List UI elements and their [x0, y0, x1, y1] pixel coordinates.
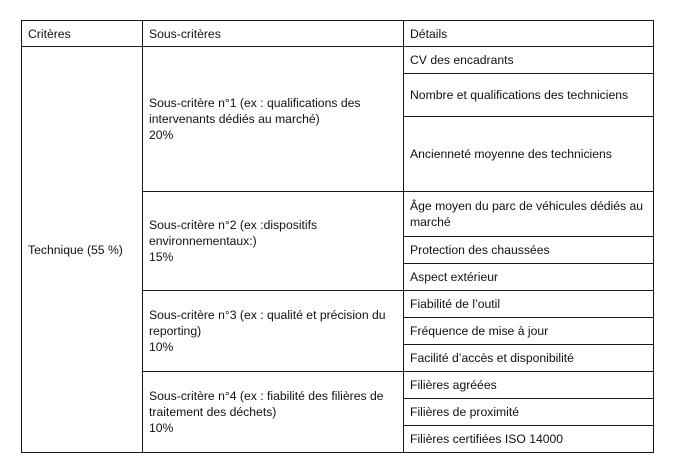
detail-cell: Ancienneté moyenne des techniciens	[404, 117, 654, 192]
detail-cell: Âge moyen du parc de véhicules dédiés au marché	[404, 192, 654, 237]
detail-cell: Fiabilité de l’outil	[404, 291, 654, 318]
header-criteres: Critères	[22, 21, 143, 47]
detail-cell: Facilité d’accès et disponibilité	[404, 345, 654, 372]
subcriterion-weight: 20%	[149, 128, 174, 142]
subcriterion-title: Sous-critère n°1 (ex : qualifications des intervenants dédiés au marché)	[149, 96, 361, 126]
subcriterion-title: Sous-critère n°4 (ex : fiabilité des filières de traitement des déchets)	[149, 389, 384, 419]
header-details: Détails	[404, 21, 654, 47]
detail-cell: Filières de proximité	[404, 399, 654, 426]
subcriterion-cell	[143, 47, 404, 192]
table-row	[22, 47, 654, 74]
subcriterion-weight: 10%	[149, 421, 174, 435]
criterion-cell: Technique (55 %)	[22, 47, 143, 453]
detail-cell: Filières certifiées ISO 14000	[404, 426, 654, 453]
table-header-row	[22, 21, 654, 47]
detail-cell: Aspect extérieur	[404, 264, 654, 291]
subcriterion-weight: 15%	[149, 250, 174, 264]
subcriterion-title: Sous-critère n°2 (ex :dispositifs environnementaux:)	[149, 218, 318, 248]
subcriterion-cell	[143, 372, 404, 453]
subcriterion-cell	[143, 291, 404, 372]
detail-cell: Filières agréées	[404, 372, 654, 399]
subcriterion-cell	[143, 192, 404, 291]
detail-cell: Protection des chaussées	[404, 237, 654, 264]
subcriterion-title: Sous-critère n°3 (ex : qualité et précision du reporting)	[149, 308, 386, 338]
header-sous-criteres: Sous-critères	[143, 21, 404, 47]
subcriterion-weight: 10%	[149, 340, 174, 354]
detail-cell: CV des encadrants	[404, 47, 654, 74]
criteria-table	[21, 20, 654, 453]
detail-cell: Fréquence de mise à jour	[404, 318, 654, 345]
detail-cell: Nombre et qualifications des techniciens	[404, 74, 654, 117]
